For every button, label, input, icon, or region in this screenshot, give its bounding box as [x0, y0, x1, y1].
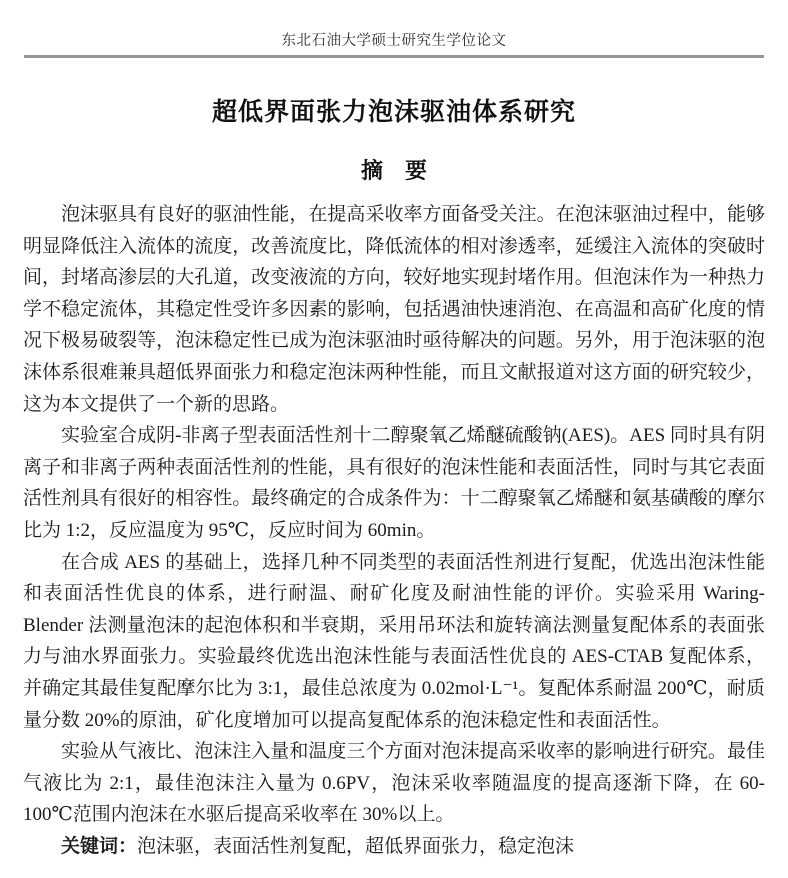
abstract-paragraph-2: 实验室合成阴-非离子型表面活性剂十二醇聚氧乙烯醚硫酸钠(AES)。AES 同时具有阴离子和非离子两种表面活性剂的性能，具有很好的泡沫性能和表面活性，同时与其它表面活性剂具有很好的相容性。最终确定的合成条件为：十二醇聚氧乙烯醚和氨基磺酸的摩尔比为 1:2，反应温度为 95℃，反应时间为 60min。: [23, 425, 765, 541]
abstract-heading: 摘 要: [360, 158, 427, 183]
header-rule: [24, 55, 764, 58]
abstract-paragraph-1: 泡沫驱具有良好的驱油性能，在提高采收率方面备受关注。在泡沫驱油过程中，能够明显降低注入流体的流度，改善流度比，降低流体的相对渗透率，延缓注入流体的突破时间，封堵高渗层的大孔道，改变液流的方向，较好地实现封堵作用。但泡沫作为一种热力学不稳定流体，其稳定性受许多因素的影响，包括遇油快速消泡、在高温和高矿化度的情况下极易破裂等，泡沫稳定性已成为泡沫驱油时亟待解决的问题。另外，用于泡沫驱的泡沫体系很难兼具超低界面张力和稳定泡沫两种性能，而且文献报道对这方面的研究较少，这为本文提供了一个新的思路。: [23, 204, 765, 415]
abstract-paragraph-4: 实验从气液比、泡沫注入量和温度三个方面对泡沫提高采收率的影响进行研究。最佳气液比为 2:1，最佳泡沫注入量为 0.6PV，泡沫采收率随温度的提高逐渐下降，在 60-100℃范围内泡沫在水驱后提高采收率在 30%以上。: [23, 741, 765, 826]
abstract-body: [23, 199, 765, 862]
keywords-text: 泡沫驱，表面活性剂复配，超低界面张力，稳定泡沫: [137, 835, 575, 857]
running-head: 东北石油大学硕士研究生学位论文: [281, 33, 507, 49]
keywords-line: [23, 831, 765, 863]
thesis-title: 超低界面张力泡沫驱油体系研究: [211, 98, 576, 126]
keywords-label: 关键词：: [61, 835, 138, 857]
abstract-paragraph-3: 在合成 AES 的基础上，选择几种不同类型的表面活性剂进行复配，优选出泡沫性能和表面活性优良的体系，进行耐温、耐矿化度及耐油性能的评价。实验采用 Waring-Blender 法测量泡沫的起泡体积和半衰期，采用吊环法和旋转滴法测量复配体系的表面张力与油水界面张力。实验最终优选出泡沫性能与表面活性优良的 AES-CTAB 复配体系，并确定其最佳复配摩尔比为 3:1，最佳总浓度为 0.02mol·L⁻¹。复配体系耐温 200℃，耐质量分数 20%的原油，矿化度增加可以提高复配体系的泡沫稳定性和表面活性。: [23, 551, 765, 731]
